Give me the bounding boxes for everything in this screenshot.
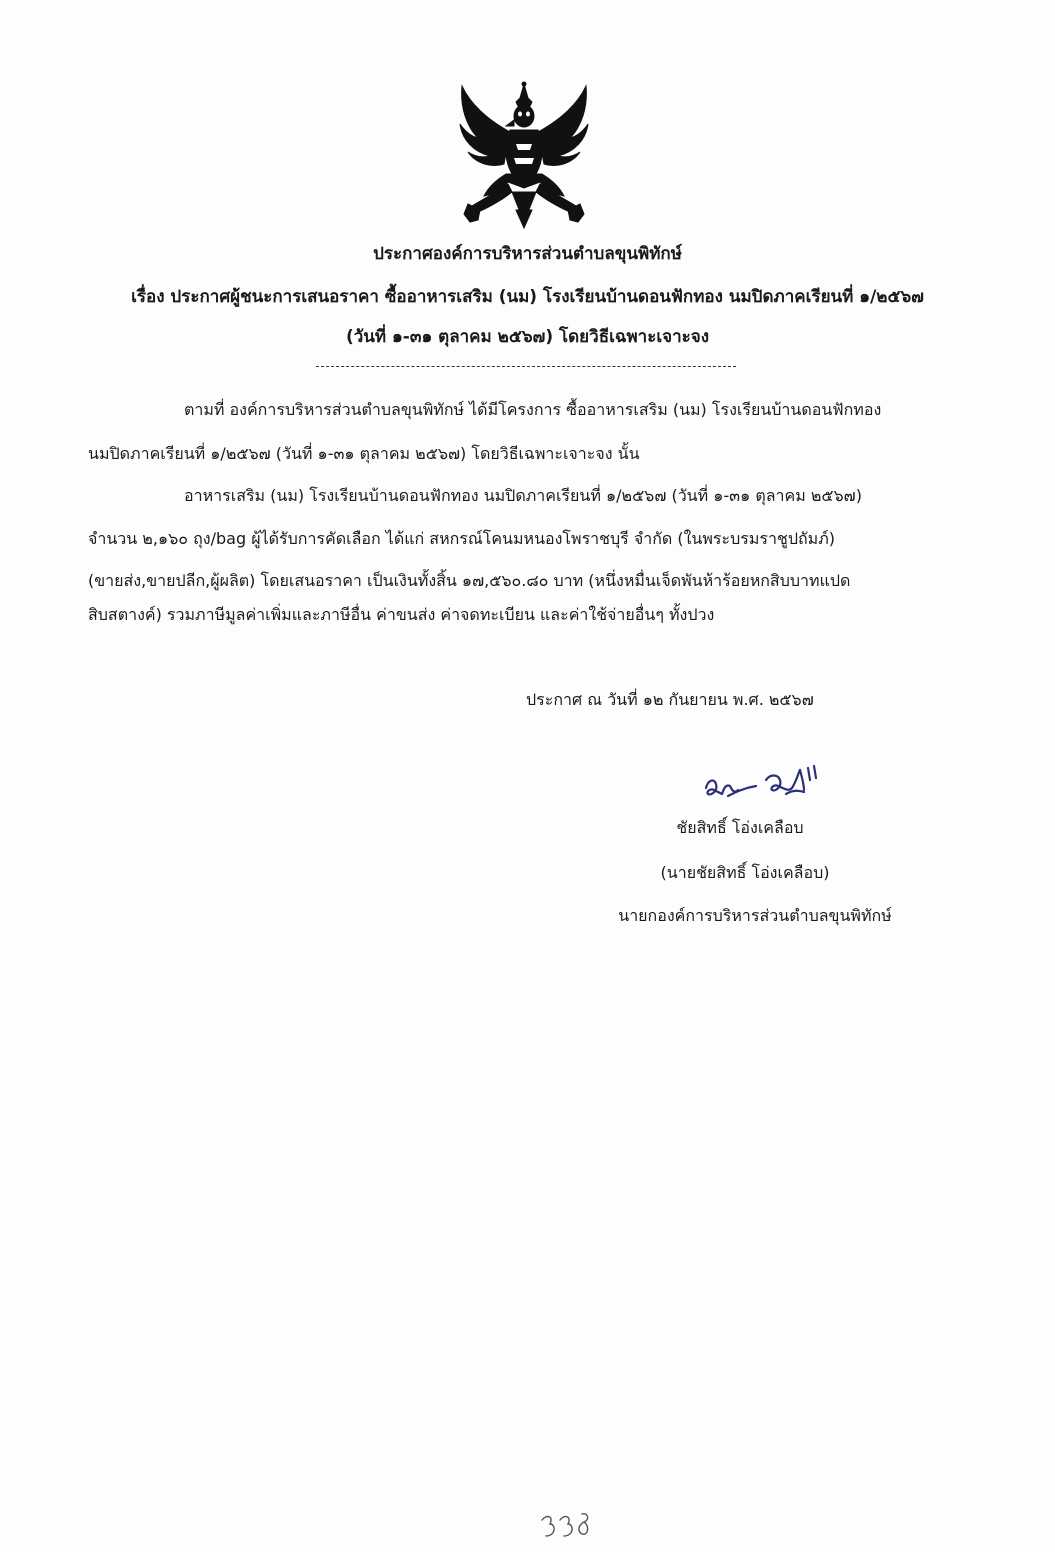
signatory-position: นายกองค์การบริหารส่วนตำบลขุนพิทักษ์: [618, 906, 892, 925]
announce-date: ประกาศ ณ วันที่ ๑๒ กันยายน พ.ศ. ๒๕๖๗: [526, 690, 814, 709]
paragraph-2-line-3: (ขายส่ง,ขายปลีก,ผู้ผลิต) โดยเสนอราคา เป็นเงินทั้งสิ้น ๑๗,๕๖๐.๘๐ บาท (หนึ่งหมื่นเจ็ดพันห้าร้อยหกสิบบาทแปด: [88, 571, 851, 590]
paragraph-2-line-2: จำนวน ๒,๑๖๐ ถุง/bag ผู้ได้รับการคัดเลือก ได้แก่ สหกรณ์โคนมหนองโพราชบุรี จำกัด (ในพระบรมราชูปถัมภ์): [88, 529, 835, 548]
header-divider: [316, 366, 736, 367]
paragraph-1-line-2: นมปิดภาคเรียนที่ ๑/๒๕๖๗ (วันที่ ๑-๓๑ ตุลาคม ๒๕๖๗) โดยวิธีเฉพาะเจาะจง นั้น: [88, 444, 640, 463]
subject-heading: เรื่อง ประกาศผู้ชนะการเสนอราคา ซื้ออาหารเสริม (นม) โรงเรียนบ้านดอนฟักทอง นมปิดภาคเรียนที่ ๑/๒๕๖๗: [131, 287, 924, 307]
signatory-full-name: (นายชัยสิทธิ์ โอ่งเคลือบ): [660, 863, 830, 882]
handwritten-page-number: [536, 1508, 596, 1544]
subject-heading-continued: (วันที่ ๑-๓๑ ตุลาคม ๒๕๖๗) โดยวิธีเฉพาะเจาะจง: [345, 327, 710, 347]
signatory-name: ชัยสิทธิ์ โอ่งเคลือบ: [676, 818, 804, 837]
handwritten-signature: [700, 760, 830, 806]
paragraph-1-line-1: ตามที่ องค์การบริหารส่วนตำบลขุนพิทักษ์ ได้มีโครงการ ซื้ออาหารเสริม (นม) โรงเรียนบ้านดอนฟักทอง: [184, 400, 882, 419]
paragraph-2-line-1: อาหารเสริม (นม) โรงเรียนบ้านดอนฟักทอง นมปิดภาคเรียนที่ ๑/๒๕๖๗ (วันที่ ๑-๓๑ ตุลาคม ๒๕๖๗): [184, 486, 862, 505]
garuda-emblem-icon: [448, 80, 600, 230]
org-heading: ประกาศองค์การบริหารส่วนตำบลขุนพิทักษ์: [373, 244, 682, 264]
paragraph-2-line-4: สิบสตางค์) รวมภาษีมูลค่าเพิ่มและภาษีอื่น ค่าขนส่ง ค่าจดทะเบียน และค่าใช้จ่ายอื่นๆ ทั้งปวง: [88, 605, 715, 624]
